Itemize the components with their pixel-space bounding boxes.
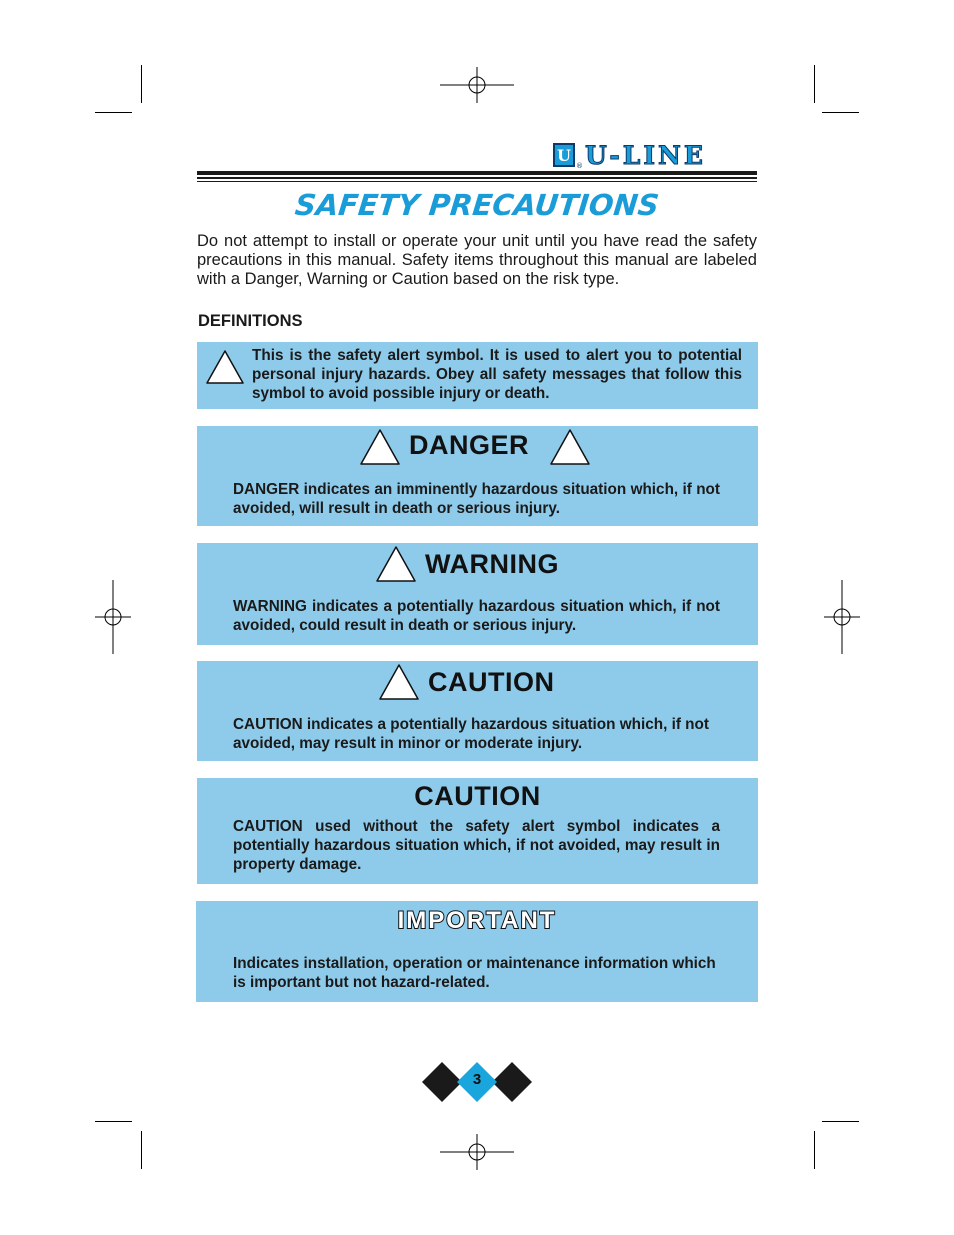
brand-logo <box>553 140 759 170</box>
safety-alert-icon <box>375 545 417 583</box>
registration-mark-icon <box>95 580 131 654</box>
danger-text <box>233 480 720 518</box>
crop-mark <box>822 112 859 113</box>
important-text: Indicates installation, operation or maintenance information which is important but not hazard-related. <box>233 955 716 991</box>
safety-alert-icon <box>378 663 420 701</box>
intro-paragraph: Do not attempt to install or operate your unit until you have read the safety precautions in this manual. Safety items throughout this manual are labeled with a Danger, Warning or Caution based on the risk type. <box>197 232 757 288</box>
important-box <box>196 901 758 1002</box>
danger-box <box>197 426 758 526</box>
registration-mark-icon <box>440 1134 514 1170</box>
header-rule <box>197 171 757 175</box>
alert-symbol-text: This is the safety alert symbol. It is used to alert you to potential personal injury hazards. Obey all safety messages that follow this symbol to avoid possible injury or death. <box>252 347 742 402</box>
definitions-heading: DEFINITIONS <box>198 312 303 330</box>
alert-symbol-box <box>197 342 758 409</box>
page-title: SAFETY PRECAUTIONS <box>293 188 661 222</box>
caution-no-symbol-description: used without the safety alert symbol indicates a potentially hazardous situation which, if not avoided, may result in property damage. <box>233 818 720 873</box>
page-number: 3 <box>472 1071 482 1088</box>
brand-name: U-LINE <box>585 140 706 170</box>
caution-no-symbol-heading: CAUTION <box>414 781 541 811</box>
danger-description: indicates an imminently hazardous situation which, if not avoided, will result in death or serious injury. <box>233 481 720 517</box>
caution-no-symbol-box <box>197 778 758 884</box>
warning-description: indicates a potentially hazardous situation which, if not avoided, could result in death or serious injury. <box>233 598 720 634</box>
crop-mark <box>814 65 815 103</box>
crop-mark <box>95 1121 132 1122</box>
warning-heading: WARNING <box>425 549 559 579</box>
safety-alert-icon <box>549 428 591 466</box>
caution-description: indicates a potentially hazardous situation which, if not avoided, may result in minor or moderate injury. <box>233 716 709 752</box>
caution-heading: CAUTION <box>428 667 555 697</box>
logo-mark-icon: U <box>553 143 575 167</box>
caution-lead: CAUTION <box>233 716 303 733</box>
header-rule <box>197 177 757 179</box>
warning-box <box>197 543 758 645</box>
registration-mark-icon <box>440 67 514 103</box>
crop-mark <box>141 65 142 103</box>
registration-mark-icon <box>824 580 860 654</box>
caution-text <box>233 715 720 753</box>
warning-text <box>233 597 720 635</box>
crop-mark <box>95 112 132 113</box>
crop-mark <box>141 1131 142 1169</box>
danger-heading: DANGER <box>409 430 530 460</box>
header-rule <box>197 181 757 182</box>
important-heading: IMPORTANT <box>397 907 557 934</box>
warning-lead: WARNING <box>233 598 307 615</box>
caution-box <box>197 661 758 761</box>
crop-mark <box>822 1121 859 1122</box>
safety-alert-icon <box>205 349 245 385</box>
caution-no-symbol-text <box>233 817 720 874</box>
registered-mark: ® <box>576 162 583 170</box>
safety-alert-icon <box>359 428 401 466</box>
caution-no-symbol-lead: CAUTION <box>233 818 303 835</box>
danger-lead: DANGER <box>233 481 300 498</box>
crop-mark <box>814 1131 815 1169</box>
